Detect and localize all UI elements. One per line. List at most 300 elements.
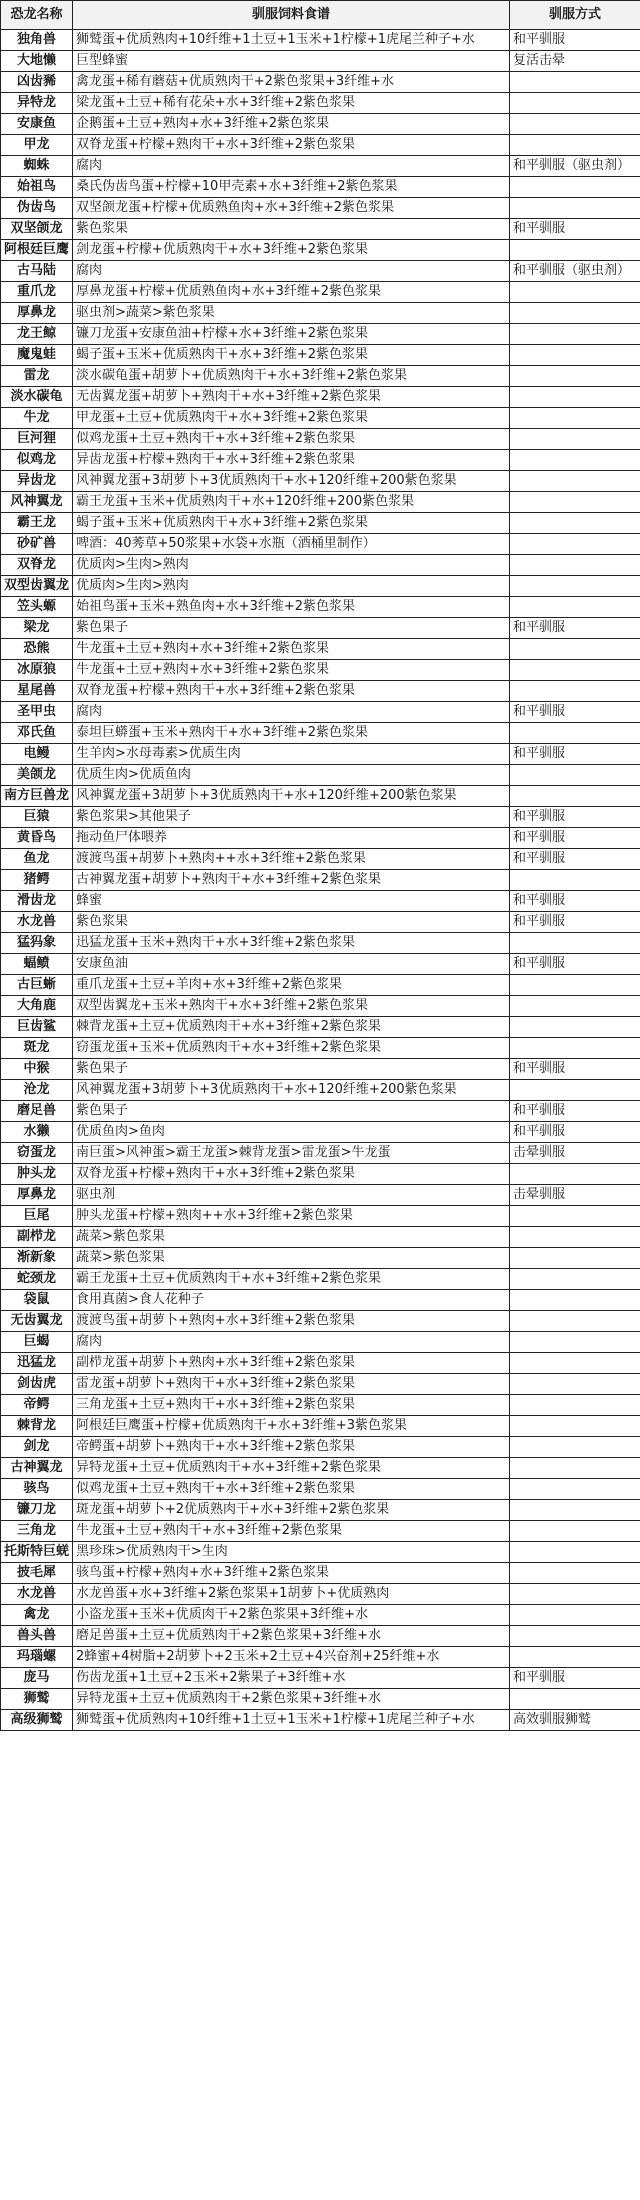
dino-name-cell: 厚鼻龙 xyxy=(1,303,73,324)
recipe-cell: 禽龙蛋+稀有蘑菇+优质熟肉干+2紫色浆果+3纤维+水 xyxy=(73,72,510,93)
dino-name-cell: 三角龙 xyxy=(1,1521,73,1542)
method-cell xyxy=(510,996,640,1017)
table-row xyxy=(1,1500,640,1521)
recipe-cell: 帝鳄蛋+胡萝卜+熟肉干+水+3纤维+2紫色浆果 xyxy=(73,1437,510,1458)
dino-name-cell: 磨足兽 xyxy=(1,1101,73,1122)
method-cell xyxy=(510,1353,640,1374)
method-cell xyxy=(510,135,640,156)
method-cell xyxy=(510,1500,640,1521)
dino-name-cell: 厚鼻龙 xyxy=(1,1185,73,1206)
method-cell xyxy=(510,198,640,219)
dino-name-cell: 猪鳄 xyxy=(1,870,73,891)
table-row xyxy=(1,891,640,912)
table-row xyxy=(1,1479,640,1500)
method-cell xyxy=(510,1248,640,1269)
dino-name-cell: 古巨蜥 xyxy=(1,975,73,996)
recipe-cell: 磨足兽蛋+土豆+优质熟肉干+2紫色浆果+3纤维+水 xyxy=(73,1626,510,1647)
dino-name-cell: 始祖鸟 xyxy=(1,177,73,198)
dino-name-cell: 巨河狸 xyxy=(1,429,73,450)
method-cell: 和平驯服 xyxy=(510,954,640,975)
dino-name-cell: 巨猿 xyxy=(1,807,73,828)
dino-name-cell: 黄昏鸟 xyxy=(1,828,73,849)
table-row xyxy=(1,93,640,114)
recipe-cell: 紫色浆果>其他果子 xyxy=(73,807,510,828)
method-cell xyxy=(510,1269,640,1290)
table-row xyxy=(1,1584,640,1605)
recipe-cell: 生羊肉>水母毒素>优质生肉 xyxy=(73,744,510,765)
method-cell xyxy=(510,114,640,135)
table-row xyxy=(1,681,640,702)
method-cell xyxy=(510,408,640,429)
table-row xyxy=(1,849,640,870)
header-method: 驯服方式 xyxy=(510,1,640,30)
recipe-cell: 南巨蛋>风神蛋>霸王龙蛋>棘背龙蛋>雷龙蛋>牛龙蛋 xyxy=(73,1143,510,1164)
dino-name-cell: 帝鳄 xyxy=(1,1395,73,1416)
table-row xyxy=(1,1647,640,1668)
dino-name-cell: 古神翼龙 xyxy=(1,1458,73,1479)
dino-name-cell: 双脊龙 xyxy=(1,555,73,576)
dino-name-cell: 圣甲虫 xyxy=(1,702,73,723)
table-row xyxy=(1,1311,640,1332)
method-cell xyxy=(510,576,640,597)
dino-name-cell: 庞马 xyxy=(1,1668,73,1689)
table-row xyxy=(1,1626,640,1647)
recipe-cell: 双脊龙蛋+柠檬+熟肉干+水+3纤维+2紫色浆果 xyxy=(73,135,510,156)
recipe-cell: 啤酒：40莠草+50浆果+水袋+水瓶（酒桶里制作） xyxy=(73,534,510,555)
table-row xyxy=(1,1269,640,1290)
method-cell xyxy=(510,1038,640,1059)
dino-name-cell: 星尾兽 xyxy=(1,681,73,702)
recipe-cell: 骇鸟蛋+柠檬+熟肉+水+3纤维+2紫色浆果 xyxy=(73,1563,510,1584)
table-row xyxy=(1,429,640,450)
table-row xyxy=(1,1416,640,1437)
method-cell: 和平驯服 xyxy=(510,30,640,51)
recipe-cell: 水龙兽蛋+水+3纤维+2紫色浆果+1胡萝卜+优质熟肉 xyxy=(73,1584,510,1605)
method-cell xyxy=(510,1164,640,1185)
dino-name-cell: 托斯特巨蜣 xyxy=(1,1542,73,1563)
method-cell xyxy=(510,450,640,471)
dino-name-cell: 大角鹿 xyxy=(1,996,73,1017)
method-cell: 和平驯服（驱虫剂） xyxy=(510,261,640,282)
method-cell xyxy=(510,240,640,261)
method-cell: 和平驯服 xyxy=(510,891,640,912)
method-cell xyxy=(510,324,640,345)
table-row xyxy=(1,1101,640,1122)
method-cell xyxy=(510,933,640,954)
dino-name-cell: 蝠鲼 xyxy=(1,954,73,975)
recipe-cell: 霸王龙蛋+土豆+优质熟肉干+水+3纤维+2紫色浆果 xyxy=(73,1269,510,1290)
recipe-cell: 桑氏伪齿鸟蛋+柠檬+10甲壳素+水+3纤维+2紫色浆果 xyxy=(73,177,510,198)
dino-name-cell: 电鳗 xyxy=(1,744,73,765)
dino-name-cell: 阿根廷巨鹰 xyxy=(1,240,73,261)
recipe-cell: 2蜂蜜+4树脂+2胡萝卜+2玉米+2土豆+4兴奋剂+25纤维+水 xyxy=(73,1647,510,1668)
table-row xyxy=(1,1038,640,1059)
table-row xyxy=(1,261,640,282)
dino-name-cell: 迅猛龙 xyxy=(1,1353,73,1374)
method-cell xyxy=(510,975,640,996)
method-cell xyxy=(510,93,640,114)
recipe-cell: 剑龙蛋+柠檬+优质熟肉干+水+3纤维+2紫色浆果 xyxy=(73,240,510,261)
method-cell: 和平驯服 xyxy=(510,219,640,240)
dino-name-cell: 甲龙 xyxy=(1,135,73,156)
recipe-cell: 腐肉 xyxy=(73,261,510,282)
method-cell xyxy=(510,471,640,492)
method-cell: 和平驯服 xyxy=(510,744,640,765)
recipe-cell: 蝎子蛋+玉米+优质熟肉干+水+3纤维+2紫色浆果 xyxy=(73,345,510,366)
method-cell xyxy=(510,1479,640,1500)
table-row xyxy=(1,933,640,954)
dino-name-cell: 副栉龙 xyxy=(1,1227,73,1248)
method-cell xyxy=(510,1416,640,1437)
recipe-cell: 镰刀龙蛋+安康鱼油+柠檬+水+3纤维+2紫色浆果 xyxy=(73,324,510,345)
dino-name-cell: 安康鱼 xyxy=(1,114,73,135)
recipe-cell: 伤齿龙蛋+1土豆+2玉米+2紫果子+3纤维+水 xyxy=(73,1668,510,1689)
dino-name-cell: 镰刀龙 xyxy=(1,1500,73,1521)
table-row xyxy=(1,1668,640,1689)
method-cell: 和平驯服 xyxy=(510,1101,640,1122)
dino-name-cell: 淡水碳龟 xyxy=(1,387,73,408)
method-cell xyxy=(510,282,640,303)
recipe-cell: 异齿龙蛋+柠檬+熟肉干+水+3纤维+2紫色浆果 xyxy=(73,450,510,471)
dino-name-cell: 笠头螈 xyxy=(1,597,73,618)
recipe-cell: 黑珍珠>优质熟肉干>生肉 xyxy=(73,1542,510,1563)
table-row xyxy=(1,702,640,723)
recipe-cell: 驱虫剂 xyxy=(73,1185,510,1206)
table-row xyxy=(1,1080,640,1101)
method-cell xyxy=(510,1395,640,1416)
table-row xyxy=(1,51,640,72)
method-cell: 和平驯服 xyxy=(510,1122,640,1143)
method-cell xyxy=(510,555,640,576)
table-body xyxy=(1,30,640,1731)
dino-name-cell: 梁龙 xyxy=(1,618,73,639)
dino-name-cell: 高级狮鹫 xyxy=(1,1710,73,1731)
table-row xyxy=(1,135,640,156)
dino-name-cell: 猛犸象 xyxy=(1,933,73,954)
table-row xyxy=(1,534,640,555)
table-row xyxy=(1,723,640,744)
method-cell xyxy=(510,366,640,387)
table-row xyxy=(1,912,640,933)
recipe-cell: 紫色果子 xyxy=(73,1059,510,1080)
recipe-cell: 牛龙蛋+土豆+熟肉干+水+3纤维+2紫色浆果 xyxy=(73,1521,510,1542)
table-row xyxy=(1,1185,640,1206)
recipe-cell: 小盗龙蛋+玉米+优质肉干+2紫色浆果+3纤维+水 xyxy=(73,1605,510,1626)
method-cell: 和平驯服（驱虫剂） xyxy=(510,156,640,177)
table-row xyxy=(1,1605,640,1626)
method-cell: 击晕驯服 xyxy=(510,1143,640,1164)
method-cell xyxy=(510,765,640,786)
dino-name-cell: 重爪龙 xyxy=(1,282,73,303)
method-cell: 和平驯服 xyxy=(510,702,640,723)
recipe-cell: 古神翼龙蛋+胡萝卜+熟肉干+水+3纤维+2紫色浆果 xyxy=(73,870,510,891)
method-cell: 复活击晕 xyxy=(510,51,640,72)
method-cell xyxy=(510,177,640,198)
method-cell: 和平驯服 xyxy=(510,828,640,849)
recipe-cell: 泰坦巨蟒蛋+玉米+熟肉干+水+3纤维+2紫色浆果 xyxy=(73,723,510,744)
recipe-cell: 似鸡龙蛋+土豆+熟肉干+水+3纤维+2紫色浆果 xyxy=(73,1479,510,1500)
method-cell xyxy=(510,1542,640,1563)
method-cell xyxy=(510,1458,640,1479)
method-cell xyxy=(510,492,640,513)
table-row xyxy=(1,1227,640,1248)
table-row xyxy=(1,387,640,408)
dino-name-cell: 肿头龙 xyxy=(1,1164,73,1185)
method-cell xyxy=(510,660,640,681)
recipe-cell: 双型齿翼龙+玉米+熟肉干+水+3纤维+2紫色浆果 xyxy=(73,996,510,1017)
dino-name-cell: 双坚颌龙 xyxy=(1,219,73,240)
recipe-cell: 始祖鸟蛋+玉米+熟鱼肉+水+3纤维+2紫色浆果 xyxy=(73,597,510,618)
method-cell xyxy=(510,1584,640,1605)
dino-name-cell: 古马陆 xyxy=(1,261,73,282)
method-cell: 高效驯服狮鹫 xyxy=(510,1710,640,1731)
table-row xyxy=(1,1437,640,1458)
dino-name-cell: 大地懒 xyxy=(1,51,73,72)
dino-name-cell: 雷龙 xyxy=(1,366,73,387)
method-cell xyxy=(510,1227,640,1248)
recipe-cell: 双脊龙蛋+柠檬+熟肉干+水+3纤维+2紫色浆果 xyxy=(73,1164,510,1185)
method-cell xyxy=(510,870,640,891)
table-row xyxy=(1,1332,640,1353)
table-row xyxy=(1,870,640,891)
table-row xyxy=(1,1689,640,1710)
table-row xyxy=(1,1563,640,1584)
recipe-cell: 牛龙蛋+土豆+熟肉+水+3纤维+2紫色浆果 xyxy=(73,639,510,660)
table-row xyxy=(1,1059,640,1080)
dino-name-cell: 南方巨兽龙 xyxy=(1,786,73,807)
recipe-cell: 巨型蜂蜜 xyxy=(73,51,510,72)
dino-name-cell: 兽头兽 xyxy=(1,1626,73,1647)
table-row xyxy=(1,1122,640,1143)
dino-name-cell: 剑龙 xyxy=(1,1437,73,1458)
recipe-cell: 斑龙蛋+胡萝卜+2优质熟肉干+水+3纤维+2紫色浆果 xyxy=(73,1500,510,1521)
recipe-cell: 狮鹫蛋+优质熟肉+10纤维+1土豆+1玉米+1柠檬+1虎尾兰种子+水 xyxy=(73,1710,510,1731)
method-cell: 和平驯服 xyxy=(510,618,640,639)
table-row xyxy=(1,765,640,786)
recipe-cell: 蔬菜>紫色浆果 xyxy=(73,1248,510,1269)
method-cell xyxy=(510,534,640,555)
table-row xyxy=(1,219,640,240)
dino-name-cell: 异齿龙 xyxy=(1,471,73,492)
recipe-cell: 优质鱼肉>鱼肉 xyxy=(73,1122,510,1143)
dino-name-cell: 砂矿兽 xyxy=(1,534,73,555)
table-row xyxy=(1,1248,640,1269)
recipe-cell: 腐肉 xyxy=(73,1332,510,1353)
header-recipe: 驯服饲料食谱 xyxy=(73,1,510,30)
table-row xyxy=(1,1542,640,1563)
table-row xyxy=(1,786,640,807)
method-cell xyxy=(510,387,640,408)
table-row xyxy=(1,1710,640,1731)
recipe-cell: 淡水碳龟蛋+胡萝卜+优质熟肉干+水+3纤维+2紫色浆果 xyxy=(73,366,510,387)
table-row xyxy=(1,807,640,828)
recipe-cell: 驱虫剂>蔬菜>紫色浆果 xyxy=(73,303,510,324)
dino-name-cell: 霸王龙 xyxy=(1,513,73,534)
method-cell xyxy=(510,1017,640,1038)
dino-name-cell: 袋鼠 xyxy=(1,1290,73,1311)
recipe-cell: 重爪龙蛋+土豆+羊肉+水+3纤维+2紫色浆果 xyxy=(73,975,510,996)
recipe-cell: 无齿翼龙蛋+胡萝卜+熟肉干+水+3纤维+2紫色浆果 xyxy=(73,387,510,408)
dino-name-cell: 骇鸟 xyxy=(1,1479,73,1500)
table-header-row xyxy=(1,1,640,30)
table-row xyxy=(1,282,640,303)
dino-name-cell: 魔鬼蛙 xyxy=(1,345,73,366)
method-cell: 和平驯服 xyxy=(510,807,640,828)
recipe-cell: 紫色浆果 xyxy=(73,912,510,933)
table-row xyxy=(1,198,640,219)
table-row xyxy=(1,1017,640,1038)
method-cell: 击晕驯服 xyxy=(510,1185,640,1206)
method-cell xyxy=(510,1311,640,1332)
table-row xyxy=(1,366,640,387)
table-row xyxy=(1,156,640,177)
dino-name-cell: 渐新象 xyxy=(1,1248,73,1269)
table-row xyxy=(1,975,640,996)
method-cell xyxy=(510,303,640,324)
table-row xyxy=(1,618,640,639)
dino-name-cell: 巨蝎 xyxy=(1,1332,73,1353)
method-cell xyxy=(510,639,640,660)
dino-name-cell: 双型齿翼龙 xyxy=(1,576,73,597)
recipe-cell: 棘背龙蛋+土豆+优质熟肉干+水+3纤维+2紫色浆果 xyxy=(73,1017,510,1038)
method-cell: 和平驯服 xyxy=(510,912,640,933)
dino-name-cell: 无齿翼龙 xyxy=(1,1311,73,1332)
table-row xyxy=(1,303,640,324)
recipe-cell: 三角龙蛋+土豆+熟肉干+水+3纤维+2紫色浆果 xyxy=(73,1395,510,1416)
dino-name-cell: 蛇颈龙 xyxy=(1,1269,73,1290)
dino-name-cell: 冰原狼 xyxy=(1,660,73,681)
recipe-cell: 阿根廷巨鹰蛋+柠檬+优质熟肉干+水+3纤维+3紫色浆果 xyxy=(73,1416,510,1437)
table-row xyxy=(1,1143,640,1164)
method-cell xyxy=(510,1290,640,1311)
method-cell xyxy=(510,1689,640,1710)
recipe-cell: 风神翼龙蛋+3胡萝卜+3优质熟肉干+水+120纤维+200紫色浆果 xyxy=(73,1080,510,1101)
table-row xyxy=(1,660,640,681)
recipe-cell: 优质生肉>优质鱼肉 xyxy=(73,765,510,786)
recipe-cell: 蜂蜜 xyxy=(73,891,510,912)
table-row xyxy=(1,1374,640,1395)
method-cell xyxy=(510,786,640,807)
table-row xyxy=(1,450,640,471)
dino-name-cell: 披毛犀 xyxy=(1,1563,73,1584)
method-cell: 和平驯服 xyxy=(510,849,640,870)
recipe-cell: 蝎子蛋+玉米+优质熟肉干+水+3纤维+2紫色浆果 xyxy=(73,513,510,534)
dino-name-cell: 剑齿虎 xyxy=(1,1374,73,1395)
recipe-cell: 蔬菜>紫色浆果 xyxy=(73,1227,510,1248)
table-row xyxy=(1,513,640,534)
dino-name-cell: 蜘蛛 xyxy=(1,156,73,177)
dino-name-cell: 伪齿鸟 xyxy=(1,198,73,219)
table-row xyxy=(1,492,640,513)
table-row xyxy=(1,639,640,660)
method-cell xyxy=(510,429,640,450)
table-row xyxy=(1,744,640,765)
table-row xyxy=(1,345,640,366)
dino-name-cell: 滑齿龙 xyxy=(1,891,73,912)
method-cell xyxy=(510,1374,640,1395)
table-row xyxy=(1,1353,640,1374)
recipe-cell: 渡渡鸟蛋+胡萝卜+熟肉+水+3纤维+2紫色浆果 xyxy=(73,1311,510,1332)
method-cell xyxy=(510,1206,640,1227)
method-cell xyxy=(510,1626,640,1647)
recipe-cell: 迅猛龙蛋+玉米+熟肉干+水+3纤维+2紫色浆果 xyxy=(73,933,510,954)
table-row xyxy=(1,408,640,429)
method-cell xyxy=(510,597,640,618)
dino-name-cell: 邓氏鱼 xyxy=(1,723,73,744)
table-row xyxy=(1,240,640,261)
method-cell xyxy=(510,1647,640,1668)
table-row xyxy=(1,1290,640,1311)
method-cell xyxy=(510,1437,640,1458)
recipe-cell: 甲龙蛋+土豆+优质熟肉干+水+3纤维+2紫色浆果 xyxy=(73,408,510,429)
table-row xyxy=(1,1164,640,1185)
dino-name-cell: 独角兽 xyxy=(1,30,73,51)
method-cell xyxy=(510,681,640,702)
recipe-cell: 风神翼龙蛋+3胡萝卜+3优质熟肉干+水+120纤维+200紫色浆果 xyxy=(73,471,510,492)
recipe-cell: 雷龙蛋+胡萝卜+熟肉干+水+3纤维+2紫色浆果 xyxy=(73,1374,510,1395)
dino-name-cell: 异特龙 xyxy=(1,93,73,114)
method-cell: 和平驯服 xyxy=(510,1059,640,1080)
table-row xyxy=(1,324,640,345)
recipe-cell: 优质肉>生肉>熟肉 xyxy=(73,555,510,576)
recipe-cell: 优质肉>生肉>熟肉 xyxy=(73,576,510,597)
table-row xyxy=(1,1395,640,1416)
table-row xyxy=(1,471,640,492)
dino-name-cell: 水龙兽 xyxy=(1,1584,73,1605)
dino-name-cell: 棘背龙 xyxy=(1,1416,73,1437)
dino-name-cell: 龙王鲸 xyxy=(1,324,73,345)
header-dino-name: 恐龙名称 xyxy=(1,1,73,30)
recipe-cell: 肿头龙蛋+柠檬+熟肉++水+3纤维+2紫色浆果 xyxy=(73,1206,510,1227)
dino-name-cell: 禽龙 xyxy=(1,1605,73,1626)
table-row xyxy=(1,72,640,93)
method-cell xyxy=(510,1332,640,1353)
dino-name-cell: 斑龙 xyxy=(1,1038,73,1059)
dino-name-cell: 水獭 xyxy=(1,1122,73,1143)
recipe-cell: 安康鱼油 xyxy=(73,954,510,975)
recipe-cell: 异特龙蛋+土豆+优质熟肉干+2紫色浆果+3纤维+水 xyxy=(73,1689,510,1710)
method-cell xyxy=(510,513,640,534)
method-cell xyxy=(510,1563,640,1584)
table-row xyxy=(1,1206,640,1227)
dino-name-cell: 鱼龙 xyxy=(1,849,73,870)
table-row xyxy=(1,597,640,618)
recipe-cell: 异特龙蛋+土豆+优质熟肉干+水+3纤维+2紫色浆果 xyxy=(73,1458,510,1479)
recipe-cell: 紫色果子 xyxy=(73,1101,510,1122)
recipe-cell: 企鹅蛋+土豆+熟肉+水+3纤维+2紫色浆果 xyxy=(73,114,510,135)
method-cell xyxy=(510,1080,640,1101)
recipe-cell: 风神翼龙蛋+3胡萝卜+3优质熟肉干+水+120纤维+200紫色浆果 xyxy=(73,786,510,807)
recipe-cell: 牛龙蛋+土豆+熟肉+水+3纤维+2紫色浆果 xyxy=(73,660,510,681)
recipe-cell: 紫色浆果 xyxy=(73,219,510,240)
dino-name-cell: 巨尾 xyxy=(1,1206,73,1227)
recipe-cell: 狮鹫蛋+优质熟肉+10纤维+1土豆+1玉米+1柠檬+1虎尾兰种子+水 xyxy=(73,30,510,51)
recipe-cell: 似鸡龙蛋+土豆+熟肉干+水+3纤维+2紫色浆果 xyxy=(73,429,510,450)
recipe-cell: 腐肉 xyxy=(73,156,510,177)
dino-name-cell: 美颌龙 xyxy=(1,765,73,786)
dino-name-cell: 窃蛋龙 xyxy=(1,1143,73,1164)
recipe-cell: 拖动鱼尸体喂养 xyxy=(73,828,510,849)
method-cell xyxy=(510,1605,640,1626)
recipe-cell: 腐肉 xyxy=(73,702,510,723)
table-row xyxy=(1,1521,640,1542)
table-row xyxy=(1,30,640,51)
recipe-cell: 厚鼻龙蛋+柠檬+优质熟鱼肉+水+3纤维+2紫色浆果 xyxy=(73,282,510,303)
recipe-cell: 双脊龙蛋+柠檬+熟肉干+水+3纤维+2紫色浆果 xyxy=(73,681,510,702)
recipe-cell: 窃蛋龙蛋+玉米+优质熟肉干+水+3纤维+2紫色浆果 xyxy=(73,1038,510,1059)
recipe-cell: 副栉龙蛋+胡萝卜+熟肉+水+3纤维+2紫色浆果 xyxy=(73,1353,510,1374)
method-cell xyxy=(510,72,640,93)
